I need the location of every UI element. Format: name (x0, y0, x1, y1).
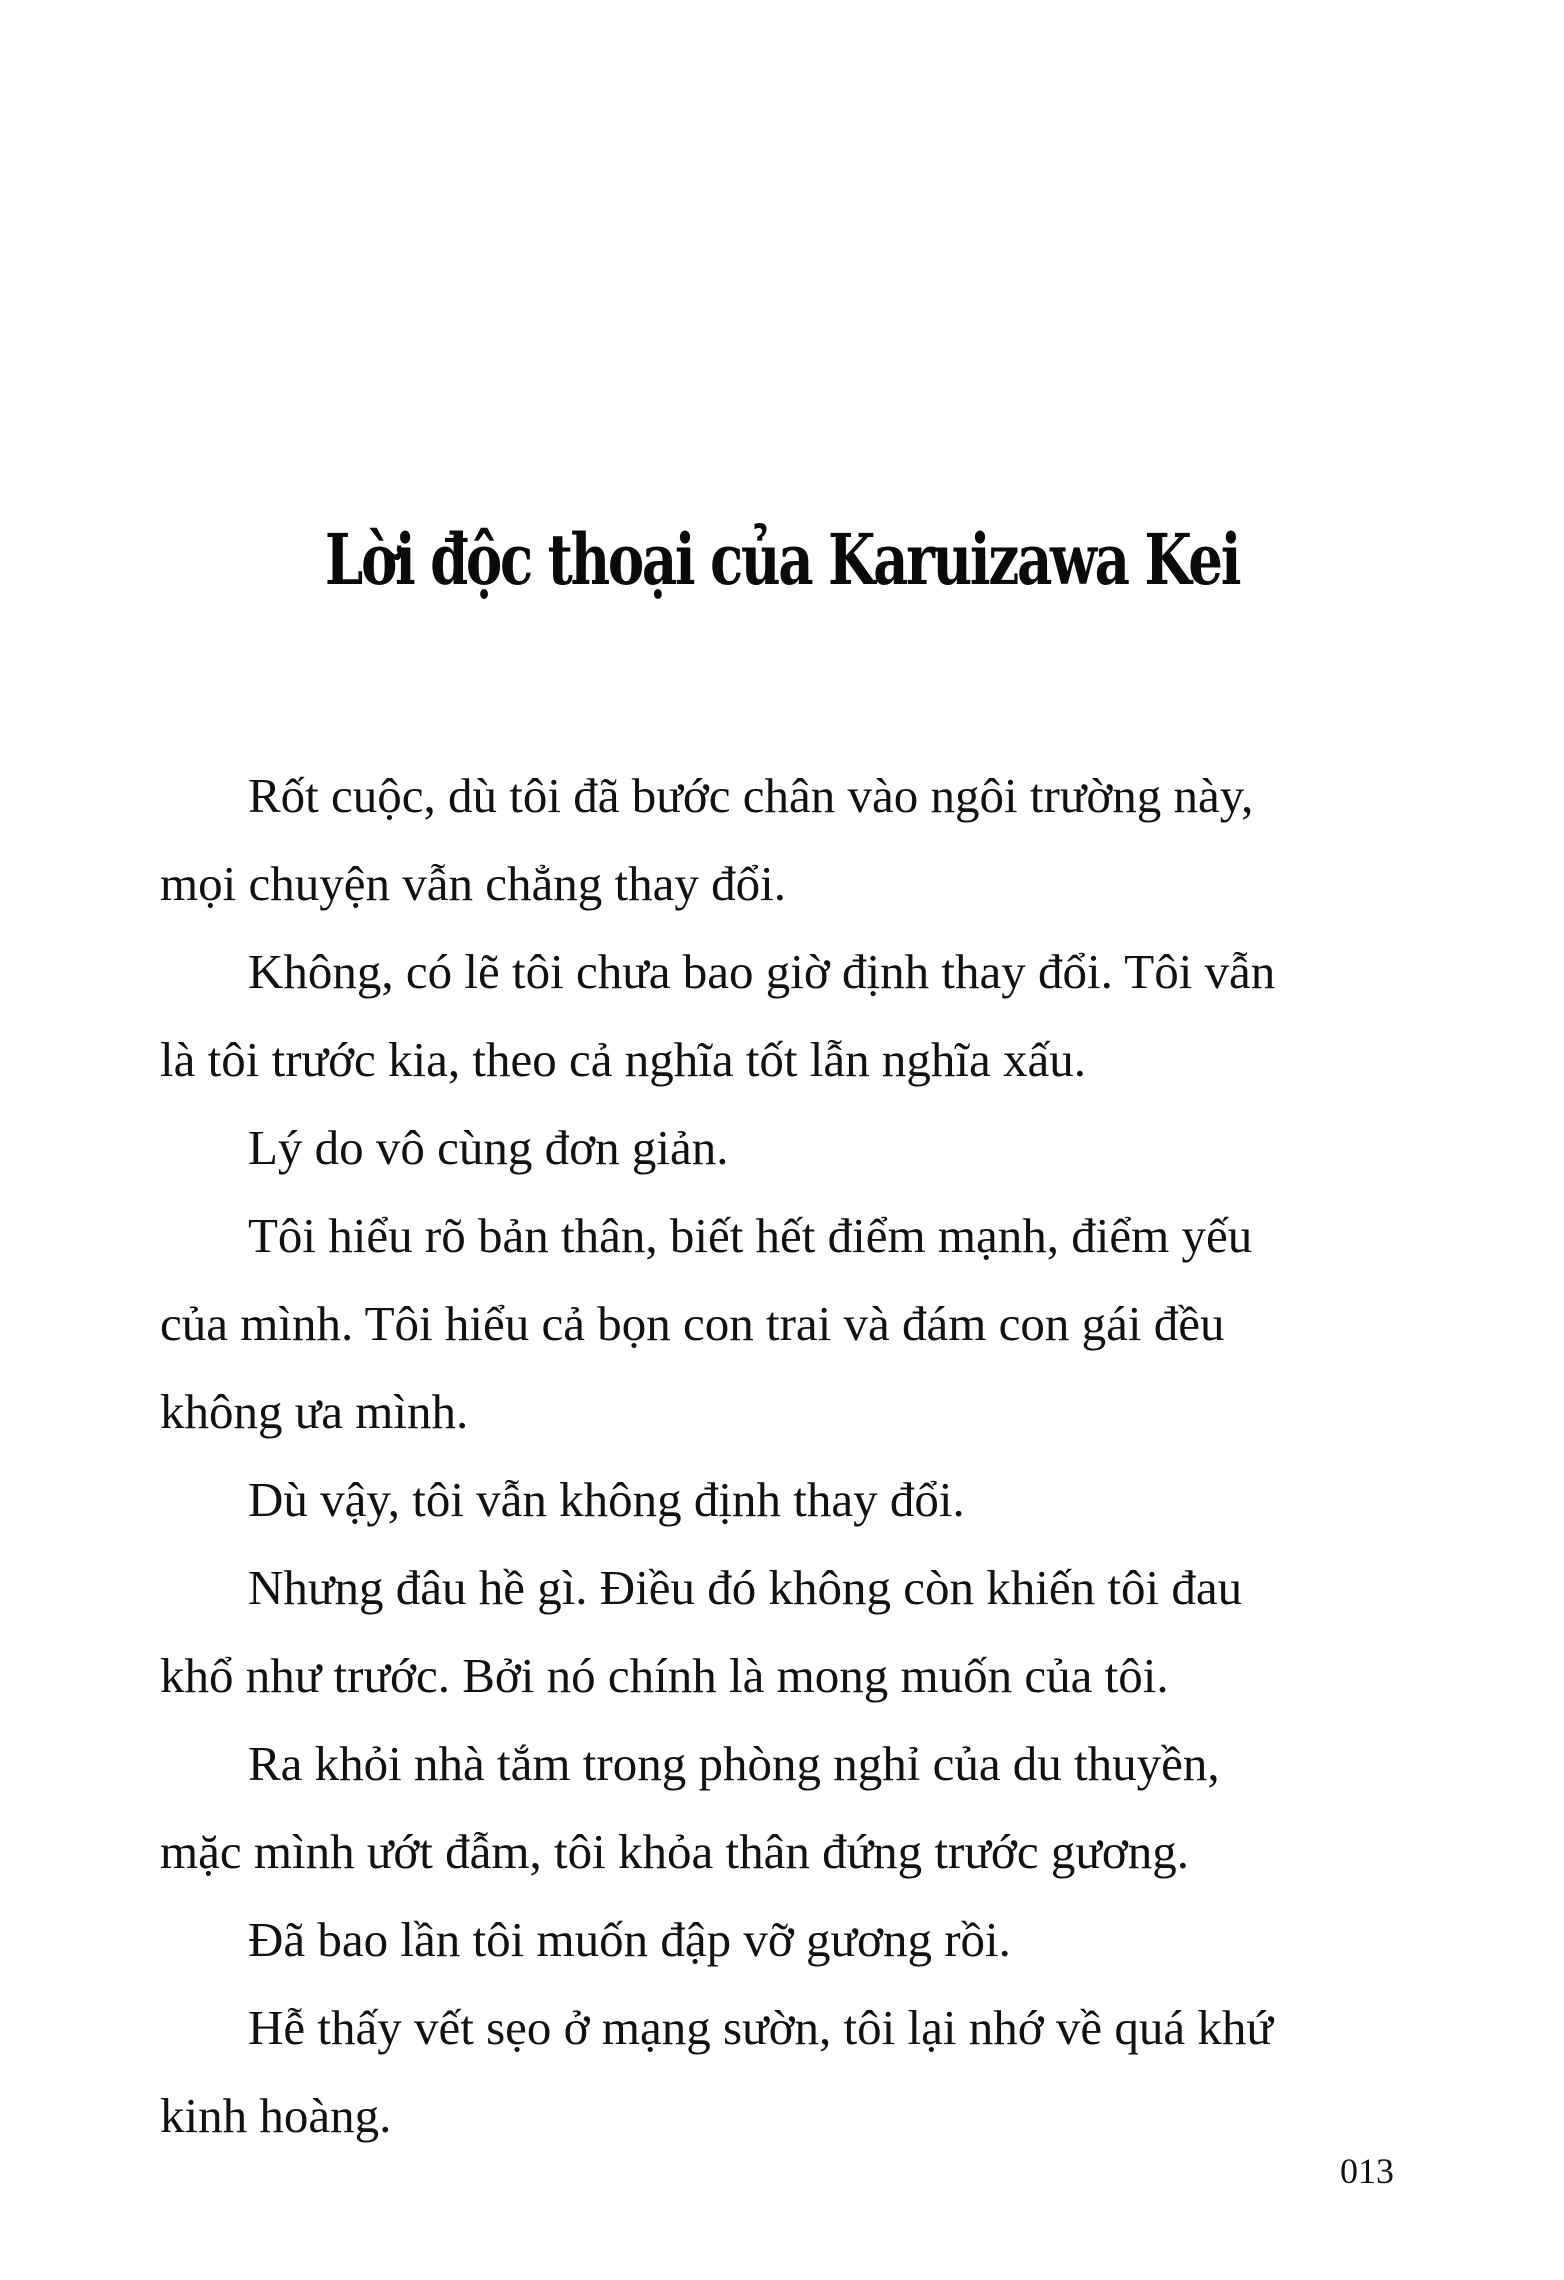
chapter-body (160, 752, 1400, 2160)
text-line: Đã bao lần tôi muốn đập vỡ gương rồi. (248, 1912, 1011, 1967)
text-line: Lý do vô cùng đơn giản. (248, 1120, 729, 1175)
text-line: kinh hoàng. (160, 2088, 392, 2143)
text-line: mọi chuyện vẫn chẳng thay đổi. (160, 856, 786, 911)
text-line: Nhưng đâu hề gì. Điều đó không còn khiến tôi đau (248, 1560, 1243, 1615)
chapter-title: Lời độc thoại của Karuizawa Kei (324, 518, 1240, 601)
text-line: không ưa mình. (160, 1384, 469, 1439)
page-number: 013 (1340, 2151, 1394, 2191)
text-line: là tôi trước kia, theo cả nghĩa tốt lẫn nghĩa xấu. (160, 1032, 1087, 1087)
text-line: Rốt cuộc, dù tôi đã bước chân vào ngôi trường này, (248, 768, 1254, 823)
text-line: Không, có lẽ tôi chưa bao giờ định thay đổi. Tôi vẫn (248, 944, 1276, 999)
text-line: Tôi hiểu rõ bản thân, biết hết điểm mạnh, điểm yếu (248, 1208, 1253, 1263)
text-line: khổ như trước. Bởi nó chính là mong muốn của tôi. (160, 1648, 1169, 1703)
text-line: Hễ thấy vết sẹo ở mạng sườn, tôi lại nhớ về quá khứ (248, 2000, 1273, 2055)
text-line: Ra khỏi nhà tắm trong phòng nghỉ của du thuyền, (248, 1736, 1220, 1791)
text-line: mặc mình ướt đẫm, tôi khỏa thân đứng trước gương. (160, 1824, 1190, 1879)
text-line: của mình. Tôi hiểu cả bọn con trai và đám con gái đều (160, 1296, 1225, 1351)
text-line: Dù vậy, tôi vẫn không định thay đổi. (248, 1472, 965, 1527)
